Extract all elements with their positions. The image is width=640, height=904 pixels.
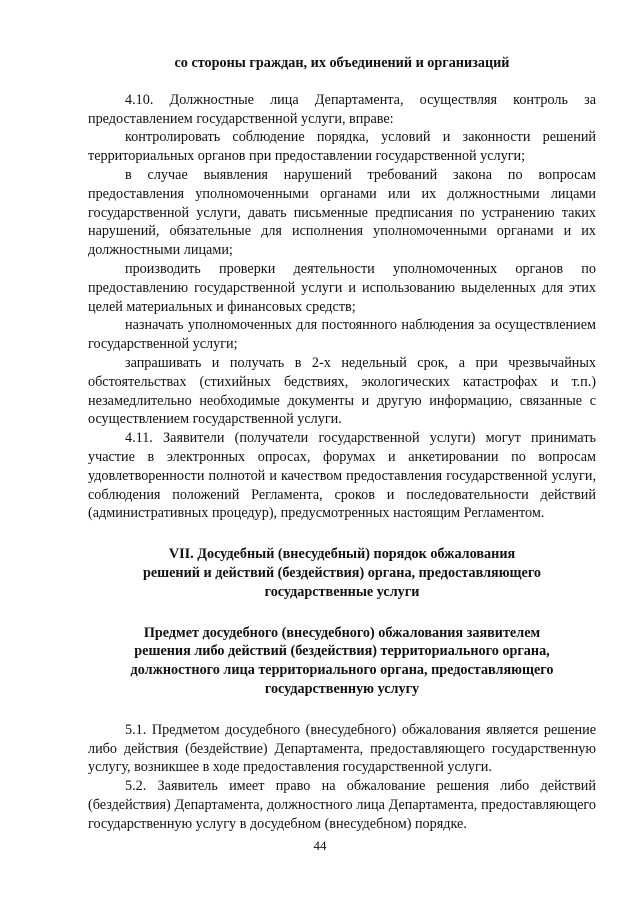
subject-heading-line: должностного лица территориального органа, предоставляющего [130, 662, 554, 679]
paragraph-inspections: производить проверки деятельности уполномоченных органов по предоставлению государственной услуги и использованию выделенных для этих целей материальных и финансовых средств; [88, 260, 596, 315]
section-heading-line: решений и действий (бездействия) органа, предоставляющего [142, 564, 542, 581]
paragraph-control: контролировать соблюдение порядка, условий и законности решений территориальных органов при предоставлении государственной услуги; [88, 129, 596, 165]
paragraph-4-10: 4.10. Должностные лица Департамента, осуществляя контроль за предоставлением государственной услуги, вправе: [88, 91, 596, 127]
paragraph-violations: в случае выявления нарушений требований закона по вопросам предоставления уполномоченными органами или их должностными лицами государственной услуги, давать письменные предписания по устранению таких нарушений, обязательные для исполнения уполномоченными органами и их должностными лицами; [88, 166, 596, 259]
paragraph-5-1: 5.1. Предметом досудебного (внесудебного) обжалования является решение либо действия (бездействие) Департамента, предоставляющего государственную услугу, возникшее в ходе предоставления государственной услуги. [88, 721, 596, 776]
paragraph-4-11: 4.11. Заявители (получатели государственной услуги) могут принимать участие в электронных опросах, форумах и анкетировании по вопросам удовлетворенности полнотой и качеством предоставления государственной услуги, соблюдения положений Регламента, сроков и последовательности действий (административных процедур), предусмотренных настоящим Регламентом. [88, 430, 596, 522]
subject-heading-line: государственную услугу [264, 680, 420, 697]
section-heading [88, 545, 596, 601]
subject-heading-line: Предмет досудебного (внесудебного) обжалования заявителем [143, 624, 541, 641]
paragraph-request: запрашивать и получать в 2-х недельный срок, а при чрезвычайных обстоятельствах (стихийных бедствиях, экологических катастрофах и т.п.) незамедлительно необходимые документы и другую информацию, связанные с осуществлением государственной услуги. [88, 354, 596, 428]
subject-heading-line: решения либо действий (бездействия) территориального органа, [134, 643, 550, 660]
paragraph-5-2: 5.2. Заявитель имеет право на обжалование решения либо действий (бездействия) Департамента, должностного лица Департамента, предоставляющего государственную услугу в досудебном (внесудебном) порядке. [88, 778, 596, 832]
subject-heading [88, 624, 596, 699]
document-page [88, 54, 596, 833]
page-number: 44 [313, 838, 327, 853]
paragraph-appoint: назначать уполномоченных для постоянного наблюдения за осуществлением государственной услуги; [88, 317, 596, 353]
section-heading-line: государственные услуги [264, 583, 420, 600]
section-heading-line: VII. Досудебный (внесудебный) порядок обжалования [168, 546, 516, 563]
top-heading: со стороны граждан, их объединений и организаций [174, 55, 510, 71]
